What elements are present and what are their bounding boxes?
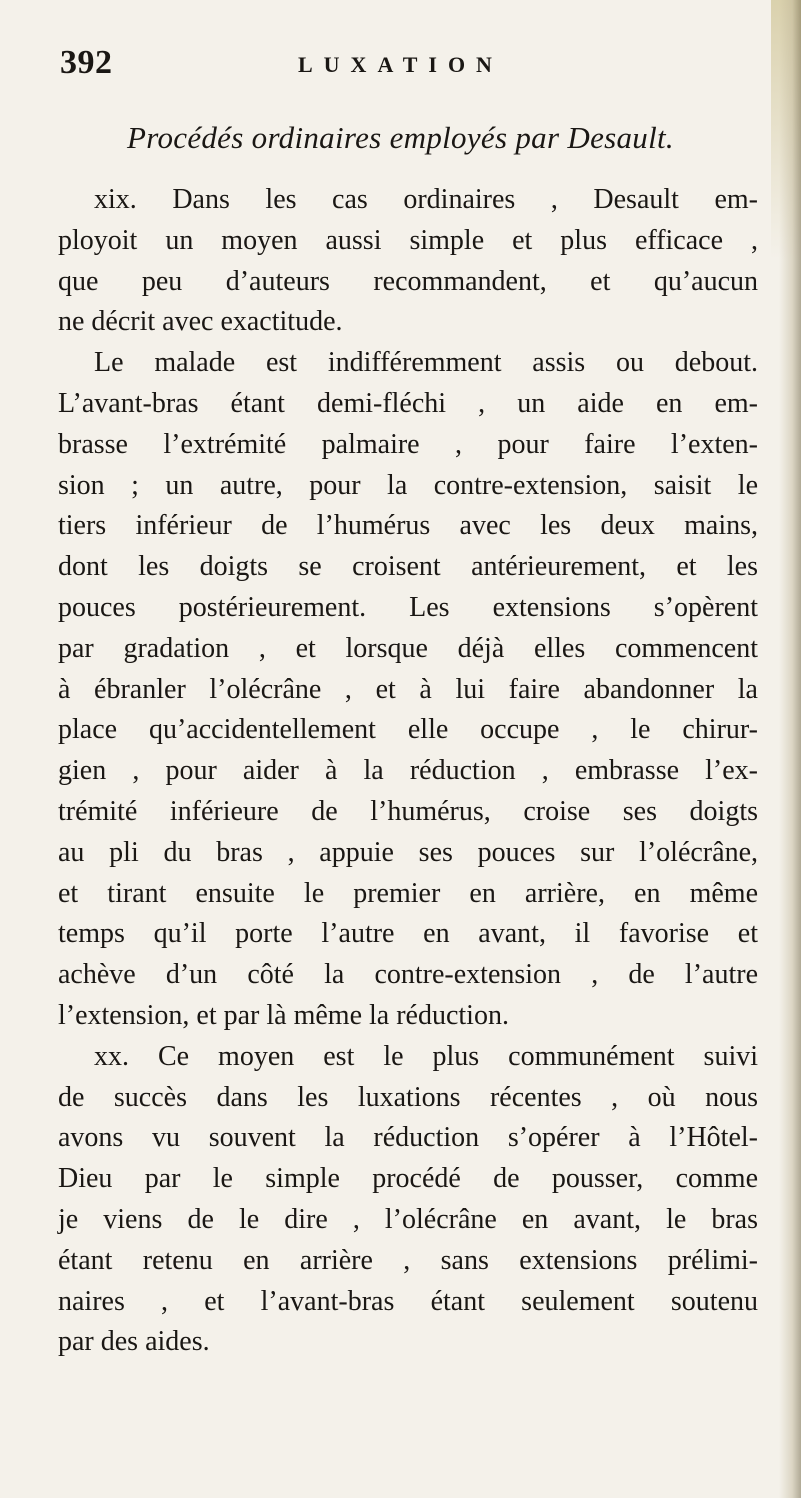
page-number: 392 [60,44,113,81]
text-line: étant retenu en arrière , sans extensions prélimi- [58,1244,758,1276]
text-line: je viens de le dire , l’olécrâne en avant, le bras [58,1203,758,1235]
page-edge-shadow [779,0,801,1498]
text-line: avons vu souvent la réduction s’opérer à l’Hôtel- [58,1122,758,1154]
text-line: de succès dans les luxations récentes , où nous [58,1081,758,1113]
text-line: xx. Ce moyen est le plus communément suivi [94,1040,758,1072]
text-line: l’extension, et par là même la réduction. [58,999,509,1031]
text-line: achève d’un côté la contre-extension , de l’autre [58,959,758,991]
text-line: ployoit un moyen aussi simple et plus efficace , [58,224,758,256]
text-line: gien , pour aider à la réduction , embrasse l’ex- [58,755,758,787]
text-line: place qu’accidentellement elle occupe , le chirur- [58,714,758,746]
text-line: que peu d’auteurs recommandent, et qu’aucun [58,265,758,297]
text-line: tiers inférieur de l’humérus avec les deux mains, [58,510,758,542]
text-line: sion ; un autre, pour la contre-extension, saisit le [58,469,758,501]
page-header [60,44,740,88]
text-line: xix. Dans les cas ordinaires , Desault em- [94,184,758,215]
text-line: Dieu par le simple procédé de pousser, comme [58,1163,758,1195]
text-line: trémité inférieure de l’humérus, croise ses doigts [58,795,758,827]
text-line: et tirant ensuite le premier en arrière, en même [58,877,758,909]
text-line: naires , et l’avant-bras étant seulement soutenu [58,1285,758,1317]
text-line: au pli du bras , appuie ses pouces sur l’olécrâne, [58,836,758,868]
text-line: par gradation , et lorsque déjà elles commencent [58,632,758,664]
text-line: pouces postérieurement. Les extensions s’opèrent [58,591,758,623]
text-line: L’avant-bras étant demi-fléchi , un aide en em- [58,387,758,419]
text-line: Le malade est indifféremment assis ou debout. [94,347,758,379]
running-head: LUXATION [298,52,503,77]
section-title: Procédés ordinaires employés par Desault. [127,120,674,155]
text-line: brasse l’extrémité palmaire , pour faire l’exten- [58,428,758,460]
text-line: par des aides. [58,1326,210,1358]
text-line: ne décrit avec exactitude. [58,306,343,338]
text-line: dont les doigts se croisent antérieurement, et les [58,551,758,583]
text-line: temps qu’il porte l’autre en avant, il favorise et [58,918,758,950]
body-text [58,180,758,1363]
text-line: à ébranler l’olécrâne , et à lui faire abandonner la [58,673,758,705]
